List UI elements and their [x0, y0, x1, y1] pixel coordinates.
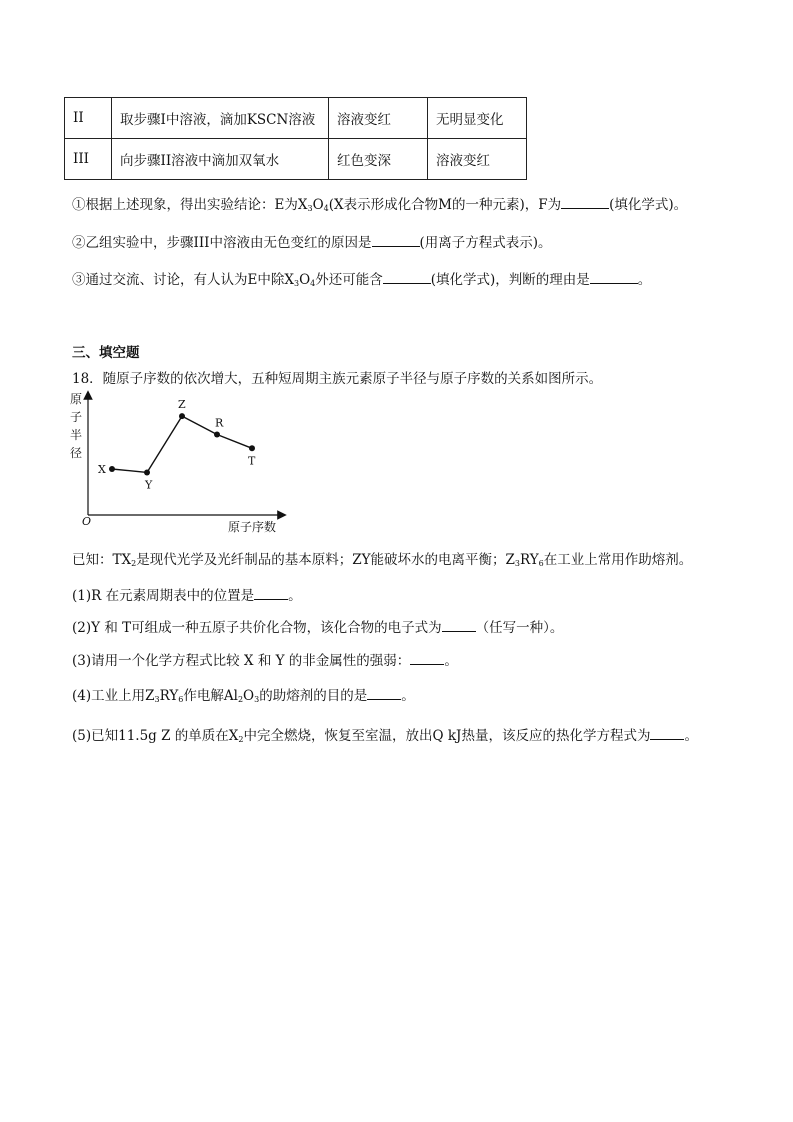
formula: TX: [112, 552, 132, 568]
text: 外还可能含: [315, 272, 383, 288]
text: Z 的单质在: [161, 728, 229, 744]
text: 作电解: [183, 688, 224, 704]
table-cell-operation: 向步骤II溶液中滴加双氧水: [112, 139, 329, 180]
text: (填化学式)。: [609, 197, 688, 213]
data-point-r: [214, 432, 220, 438]
answer-blank[interactable]: [561, 196, 609, 209]
answer-blank[interactable]: [442, 619, 476, 632]
data-label-z: Z: [178, 398, 186, 412]
table-cell-step: II: [65, 98, 112, 139]
series-segment: [217, 435, 252, 449]
text: (3)请用一个化学方程式比较 X 和 Y 的非金属性的强弱：: [72, 653, 411, 669]
subscript: 3: [154, 695, 160, 704]
formula: Z: [145, 688, 155, 704]
subscript: 4: [310, 279, 316, 288]
text: 。: [401, 688, 415, 704]
text: 。: [684, 728, 698, 744]
data-label-y: Y: [145, 478, 153, 492]
text: (5)已知: [72, 728, 119, 744]
text: (用离子方程式表示)。: [419, 235, 552, 251]
text: ③通过交流、讨论，有人认为E中除: [72, 272, 285, 288]
formula: X: [228, 728, 239, 744]
series-segment: [182, 416, 217, 434]
subscript: 4: [323, 204, 329, 213]
text: (1)R 在元素周期表中的位置是: [72, 588, 255, 604]
data-label-r: R: [215, 416, 224, 430]
text: 。: [637, 272, 652, 288]
text: 已知：: [72, 552, 113, 568]
y-axis-label-char: 原: [70, 392, 83, 406]
formula: O: [243, 688, 255, 704]
sub-question-2: [72, 616, 563, 636]
subscript: 2: [237, 695, 244, 704]
known-conditions: [72, 548, 692, 568]
text: 在工业上常用作助熔剂。: [543, 552, 693, 568]
subscript: 6: [178, 695, 184, 704]
table-cell-operation: 取步骤I中溶液，滴加KSCN溶液: [112, 98, 329, 139]
text: ②乙组实验中，步骤III中溶液由无色变红的原因是: [72, 235, 372, 251]
formula: RY: [520, 552, 539, 568]
sub-question-4: [72, 684, 415, 704]
chart-marks: [98, 398, 256, 491]
origin-label: O: [82, 515, 92, 528]
text: (2)Y 和 T可组成一种五原子共价化合物，该化合物的电子式为: [72, 620, 442, 636]
text: 中完全燃烧，恢复至室温，放出: [243, 728, 433, 744]
text: 。: [288, 588, 302, 604]
data-point-z: [179, 413, 185, 419]
question-part-3: [72, 268, 651, 288]
formula: Al: [223, 688, 238, 704]
table-cell-phenomenon: 溶液变红: [428, 139, 527, 180]
answer-blank[interactable]: [367, 687, 401, 700]
table-cell-phenomenon: 溶液变红: [329, 98, 428, 139]
sub-question-5: [72, 724, 698, 744]
text: (X表示形成化合物M的一种元素)，F为: [328, 197, 562, 213]
y-axis-label-char: 子: [70, 410, 83, 424]
text: 是现代光学及光纤制品的基本原料；ZY能破坏水的电离平衡；: [136, 552, 506, 568]
table-cell-phenomenon: 红色变深: [329, 139, 428, 180]
table-row: [65, 98, 527, 139]
answer-blank[interactable]: [254, 587, 288, 600]
data-label-t: T: [248, 454, 256, 468]
subscript: 6: [538, 559, 544, 568]
formula: X: [297, 197, 308, 213]
formula: O: [299, 272, 311, 288]
sub-question-1: [72, 584, 302, 604]
text: （任写一种）。: [475, 620, 564, 636]
answer-blank[interactable]: [590, 271, 638, 284]
x-axis-label: 原子序数: [228, 520, 277, 534]
y-axis-label-char: 径: [70, 446, 83, 460]
subscript: 3: [307, 204, 313, 213]
formula: O: [312, 197, 324, 213]
formula: X: [284, 272, 294, 288]
text: (填化学式)，判断的理由是: [430, 272, 590, 288]
answer-blank[interactable]: [650, 727, 684, 740]
subscript: 3: [293, 279, 300, 288]
formula: 11.5g: [118, 728, 157, 744]
subscript: 2: [131, 559, 137, 568]
formula: RY: [159, 688, 179, 704]
answer-blank[interactable]: [383, 271, 431, 284]
text: 的助熔剂的目的是: [259, 688, 368, 704]
data-label-x: X: [98, 463, 106, 476]
table-cell-step: III: [65, 139, 112, 180]
answer-blank[interactable]: [410, 652, 444, 665]
data-point-x: [109, 466, 115, 472]
data-point-t: [249, 445, 255, 451]
subscript: 3: [514, 559, 520, 568]
subscript: 2: [238, 735, 244, 744]
formula: Q kJ: [432, 728, 462, 744]
data-point-y: [144, 469, 150, 475]
series-segment: [147, 416, 182, 472]
text: 。: [444, 653, 458, 669]
table-cell-phenomenon: 无明显变化: [428, 98, 527, 139]
formula: Z: [505, 552, 515, 568]
section-title: 三、填空题: [72, 345, 140, 361]
text: 热量，该反应的热化学方程式为: [461, 728, 651, 744]
text: ①根据上述现象，得出实验结论：E为: [72, 197, 298, 213]
atomic-radius-chart: [64, 385, 304, 535]
table-row: [65, 139, 527, 180]
answer-blank[interactable]: [372, 234, 420, 247]
subscript: 3: [254, 695, 260, 704]
y-axis-label-char: 半: [70, 428, 83, 442]
problem-18-stem: 18．随原子序数的依次增大，五种短周期主族元素原子半径与原子序数的关系如图所示。: [72, 371, 603, 387]
text: (4)工业上用: [72, 688, 146, 704]
question-part-1: [72, 193, 687, 213]
sub-question-3: [72, 649, 458, 669]
experiment-table: [64, 97, 527, 180]
series-segment: [112, 469, 147, 472]
question-part-2: [72, 231, 552, 251]
